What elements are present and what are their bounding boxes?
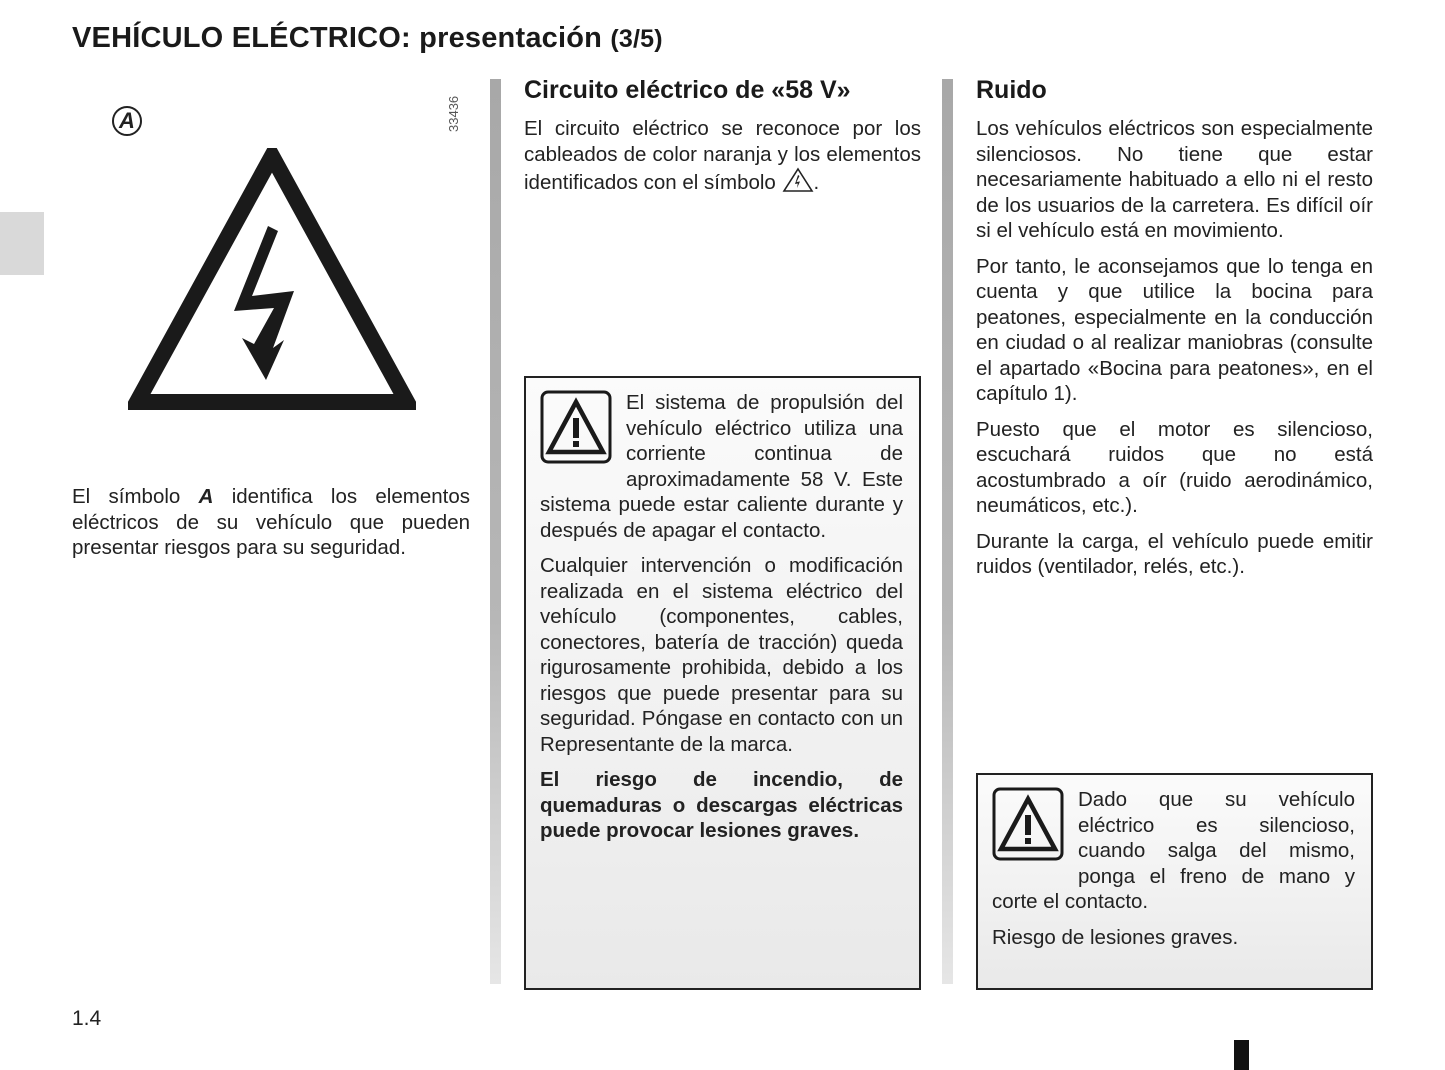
warning-triangle-icon [540, 390, 612, 464]
circuit-intro: El circuito eléctrico se reconoce por los cableados de color naranja y los elementos identificados con el símbolo . [524, 117, 921, 194]
noise-text [976, 116, 1373, 590]
warning-box-silent [976, 773, 1373, 990]
figure-code: 33436 [446, 95, 461, 132]
noise-paragraph: Durante la carga, el vehículo puede emitir ruidos (ventilador, relés, etc.). [976, 529, 1373, 578]
chapter-tab [0, 212, 44, 275]
high-voltage-warning-icon [128, 148, 416, 410]
symbol-caption: El símbolo A identifica los elementos eléctricos de su vehículo que pueden presentar riesgos para su seguridad. [72, 485, 470, 559]
lightning-bolt-icon [234, 226, 294, 380]
page-number: 1.4 [72, 1007, 102, 1030]
noise-paragraph: Puesto que el motor es silencioso, escuchará ruidos que no está acostumbrado a oír (ruido aerodinámico, neumáticos, etc.). [976, 417, 1373, 517]
propulsion-warning-p3: El riesgo de incendio, de quemaduras o descargas eléctricas puede provocar lesiones graves. [540, 768, 903, 842]
page-title-text: VEHÍCULO ELÉCTRICO: presentación [72, 22, 603, 54]
propulsion-warning-p2: Cualquier intervención o modificación realizada en el sistema eléctrico del vehículo (componentes, cables, conectores, batería de tracción) queda rigurosamente prohibida, debido a los riesgos que puede presentar para su seguridad. Póngase en contacto con un Representante de la marca. [540, 554, 903, 756]
silent-warning-p1: Dado que su vehículo eléctrico es silencioso, cuando salga del mismo, ponga el freno de mano y corte el contacto. [992, 788, 1355, 913]
page-title [72, 22, 663, 55]
column-divider-left [490, 79, 501, 984]
warning-triangle-icon [992, 787, 1064, 861]
caption-symbol: A [198, 485, 214, 508]
silent-warning-p2: Riesgo de lesiones graves. [992, 925, 1239, 949]
propulsion-warning-p1: El sistema de propulsión del vehículo eléctrico utiliza una corriente continua de aproximadamente 58 V. Este sistema puede estar caliente durante y después de apagar el contacto. [540, 391, 903, 542]
symbol-a-marker [112, 106, 142, 136]
warning-box-propulsion [524, 376, 921, 990]
page-edge-marker [1234, 1040, 1249, 1070]
section-heading-circuit: Circuito eléctrico de «58 V» [524, 76, 851, 104]
column-divider-right [942, 79, 953, 984]
symbol-a-letter: A [119, 108, 135, 133]
noise-paragraph: Por tanto, le aconsejamos que lo tenga en cuenta y que utilice la bocina para peatones, especialmente en la conducción en ciudad o al realizar maniobras (consulte el apartado «Bocina para peatones», en el capítulo 1). [976, 254, 1373, 405]
noise-paragraph: Los vehículos eléctricos son especialmente silenciosos. No tiene que estar necesariamente habituado a ello ni el resto de los usuarios de la carretera. Es difícil oír si el vehículo está en movimiento. [976, 117, 1373, 242]
page-title-part: (3/5) [610, 25, 663, 53]
section-heading-noise: Ruido [976, 76, 1047, 104]
inline-voltage-warning-icon [782, 167, 814, 193]
